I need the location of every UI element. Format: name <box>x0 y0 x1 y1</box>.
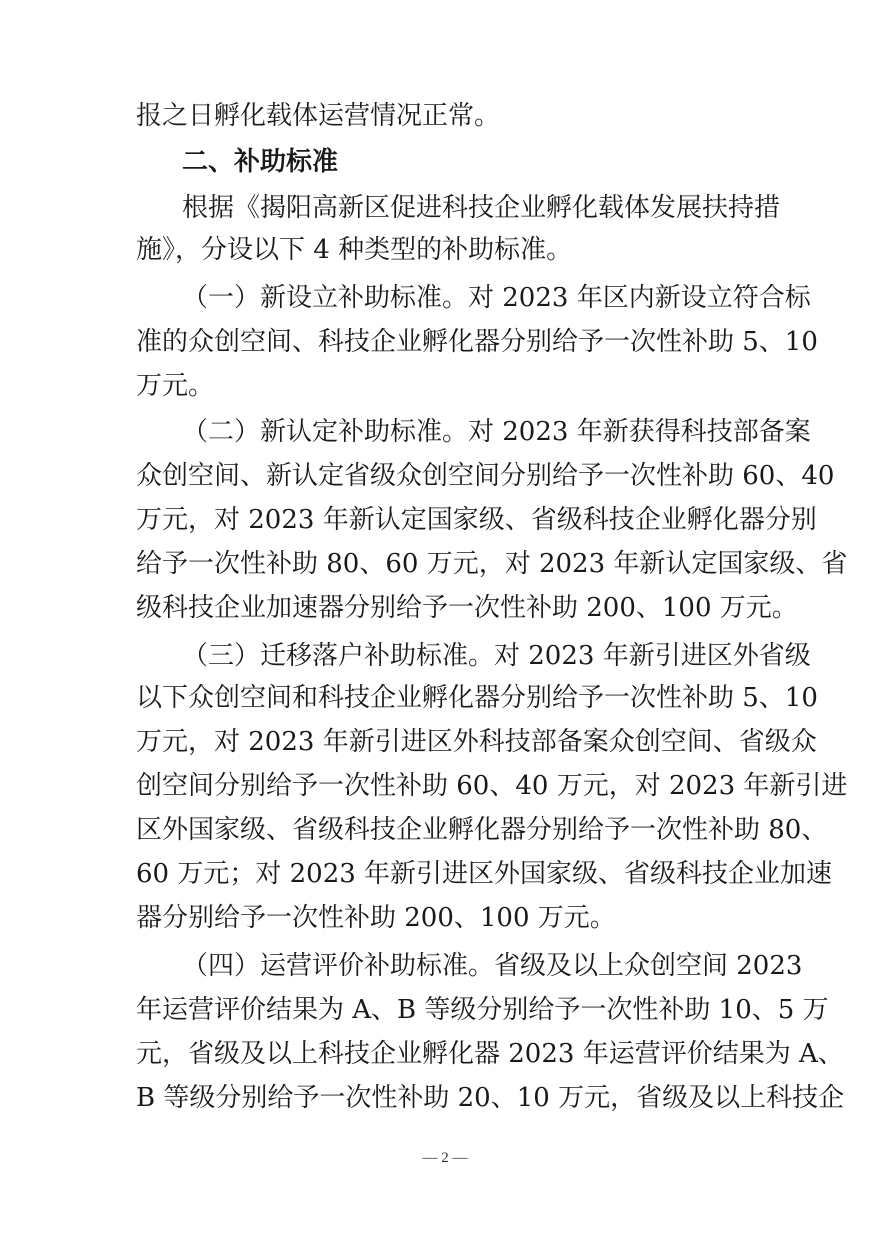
paragraph-line: 准的众创空间、科技企业孵化器分别给予一次性补助 5、10 <box>136 327 818 357</box>
page-number: — 2 — <box>422 1150 468 1166</box>
paragraph-line: 众创空间、新认定省级众创空间分别给予一次性补助 60、40 <box>136 461 835 491</box>
paragraph-line: （四）运营评价补助标准。省级及以上众创空间 2023 <box>182 951 803 981</box>
paragraph-line: 元，省级及以上科技企业孵化器 2023 年运营评价结果为 A、 <box>136 1039 844 1069</box>
paragraph-line: 万元，对 2023 年新认定国家级、省级科技企业孵化器分别 <box>136 505 817 535</box>
section-heading: 二、补助标准 <box>182 147 339 177</box>
paragraph-line: 报之日孵化载体运营情况正常。 <box>136 101 501 131</box>
paragraph-line: 给予一次性补助 80、60 万元，对 2023 年新认定国家级、省 <box>136 549 848 579</box>
paragraph-line: B 等级分别给予一次性补助 20、10 万元，省级及以上科技企 <box>136 1083 845 1113</box>
paragraph-line: （三）迁移落户补助标准。对 2023 年新引进区外省级 <box>182 641 811 671</box>
paragraph-line: 万元，对 2023 年新引进区外科技部备案众创空间、省级众 <box>136 727 817 757</box>
paragraph-line: 施》，分设以下 4 种类型的补助标准。 <box>136 235 573 265</box>
paragraph-line: 创空间分别给予一次性补助 60、40 万元，对 2023 年新引进 <box>136 771 848 801</box>
paragraph-line: 器分别给予一次性补助 200、100 万元。 <box>136 903 616 933</box>
paragraph-line: （一）新设立补助标准。对 2023 年区内新设立符合标 <box>182 283 811 313</box>
paragraph-line: 年运营评价结果为 A、B 等级分别给予一次性补助 10、5 万 <box>136 995 829 1025</box>
paragraph-line: 万元。 <box>136 371 215 401</box>
paragraph-line: 60 万元；对 2023 年新引进区外国家级、省级科技企业加速 <box>136 859 833 889</box>
paragraph-line: （二）新认定补助标准。对 2023 年新获得科技部备案 <box>182 417 811 447</box>
paragraph-line: 以下众创空间和科技企业孵化器分别给予一次性补助 5、10 <box>136 683 818 713</box>
paragraph-line: 根据《揭阳高新区促进科技企业孵化载体发展扶持措 <box>182 193 781 223</box>
paragraph-line: 级科技企业加速器分别给予一次性补助 200、100 万元。 <box>136 593 798 623</box>
paragraph-line: 区外国家级、省级科技企业孵化器分别给予一次性补助 80、 <box>136 815 828 845</box>
